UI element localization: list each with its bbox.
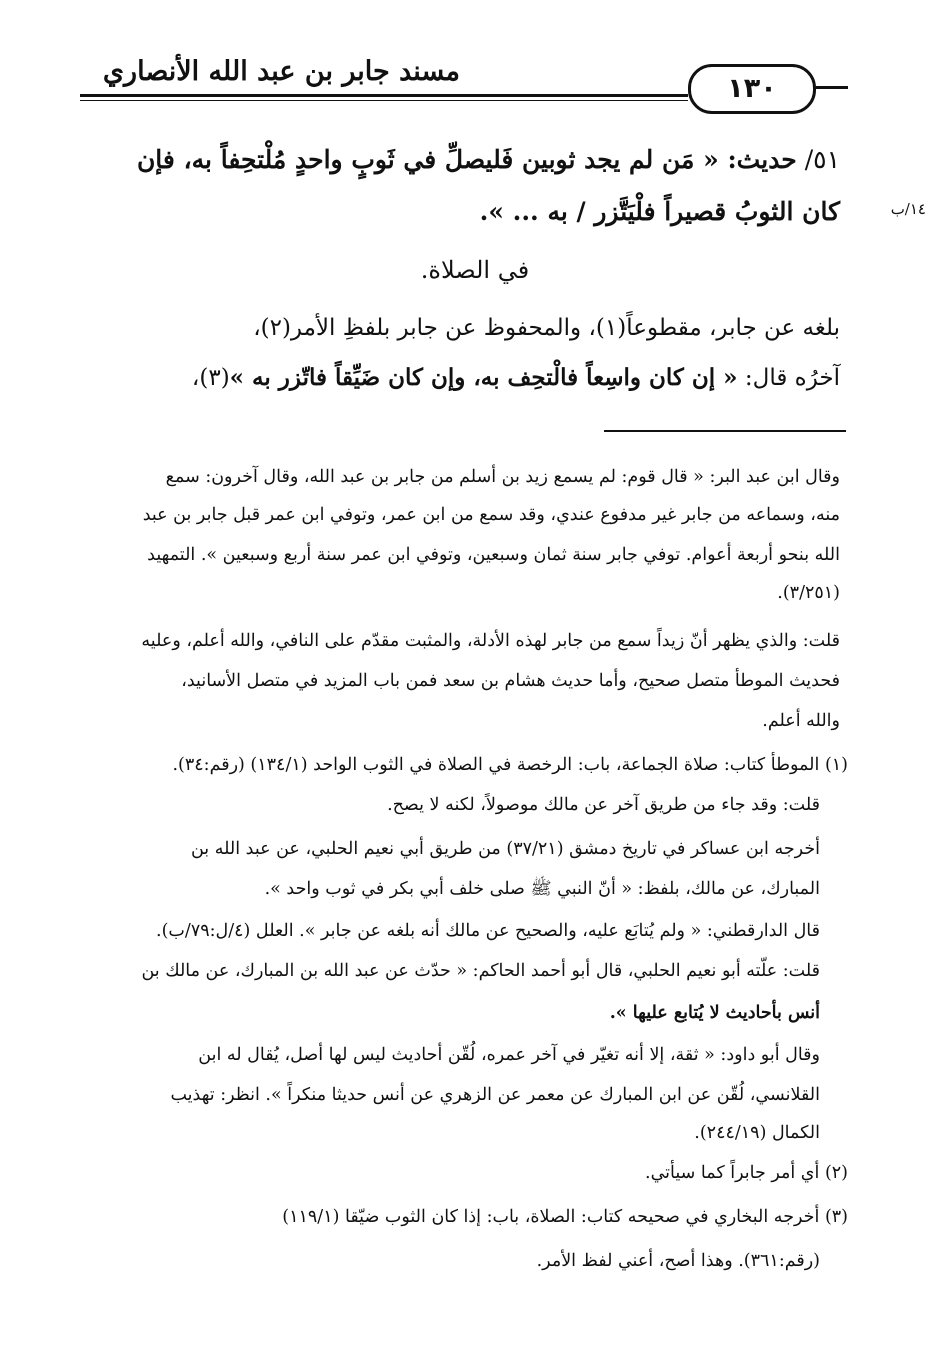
footnote-1-number: (١) bbox=[824, 755, 848, 775]
body-line-2 bbox=[70, 356, 840, 400]
footnote-1-line-4: قال الدارقطني: « ولم يُتابَع عليه، والصحيح عن مالك أنه بلغه عن جابر ». العلل (٤/ل:٧٩/ب). bbox=[156, 921, 820, 941]
hadith-number: ٥١/ bbox=[796, 145, 840, 174]
note-para1-line-3: الله بنحو أربعة أعوام. توفي جابر سنة ثمان وسبعين، وتوفي ابن عمر سنة أربع وسبعين ». التمهيد bbox=[147, 545, 840, 565]
footnote-3 bbox=[100, 1200, 848, 1234]
footnote-2-text: أي أمر جابراً كما سيأتي. bbox=[645, 1163, 820, 1183]
manuscript-folio-marker: ١٤/ب bbox=[890, 200, 926, 218]
footnote-1-line-5: قلت: علّته أبو نعيم الحلبي، قال أبو أحمد الحاكم: « حدّث عن عبد الله بن المبارك، عن مالك بن bbox=[141, 961, 820, 981]
header-rule-bottom bbox=[80, 100, 688, 101]
footnote-3-number: (٣) bbox=[824, 1207, 848, 1227]
hadith-text-2: كان الثوبُ قصيراً فلْيَتَّزر / به ... ». bbox=[479, 197, 840, 226]
note-para2-line-3: والله أعلم. bbox=[762, 711, 840, 731]
footnote-1-line-7: وقال أبو داود: « ثقة، إلا أنه تغيّر في آخر عمره، لُقّن أحاديث ليس لها أصل، يُقال له ابن bbox=[198, 1045, 820, 1065]
header-rule-top bbox=[80, 94, 688, 97]
footnote-2-number: (٢) bbox=[824, 1163, 848, 1183]
footnote-1-line-6: أنس بأحاديث لا يُتابع عليها ». bbox=[609, 1003, 820, 1023]
footnote-1-line-8: القلانسي، لُقّن عن ابن المبارك عن معمر عن الزهري عن أنس حديثا منكراً ». انظر: تهذيب bbox=[170, 1085, 820, 1105]
note-para2-line-2: فحديث الموطأ متصل صحيح، وأما حديث هشام بن سعد فمن باب المزيد في متصل الأسانيد، bbox=[181, 671, 840, 691]
hadith-label: حديث: bbox=[718, 145, 797, 174]
body-prefix: آخرُه قال: bbox=[737, 365, 840, 391]
footnote-divider bbox=[604, 430, 846, 432]
body-bold-quote: « إن كان واسِعاً فالْتحِف به، وإن كان ضَيِّقاً فاتّزر به » bbox=[229, 364, 738, 391]
footnote-2 bbox=[100, 1156, 848, 1190]
body-suffix: (٣)، bbox=[191, 365, 230, 391]
body-line-1 bbox=[70, 306, 840, 350]
header-rule-right bbox=[816, 86, 848, 89]
footnote-1-line-3: المبارك، عن مالك، بلفظ: « أنّ النبي ﷺ صلى خلف أبي بكر في ثوب واحد ». bbox=[264, 879, 820, 899]
hadith-line-1 bbox=[70, 138, 840, 182]
note-para1-line-2: منه، وسماعه من جابر غير مدفوع عندي، وقد سمع من ابن عمر، وتوفي ابن عمر قبل جابر بن عبد bbox=[142, 505, 840, 525]
body-text-1: بلغه عن جابر، مقطوعاً(١)، والمحفوظ عن جابر بلفظِ الأمر(٢)، bbox=[253, 315, 840, 341]
note-para1-line-1: وقال ابن عبد البر: « قال قوم: لم يسمع زيد بن أسلم من جابر بن عبد الله، وقال آخرون: سمع bbox=[165, 467, 840, 487]
hadith-line-2 bbox=[70, 190, 840, 234]
footnote-3-text: أخرجه البخاري في صحيحه كتاب: الصلاة، باب: إذا كان الثوب ضيّقا (١١٩/١) bbox=[282, 1207, 820, 1227]
note-para1-line-4: (٣/٢٥١). bbox=[777, 583, 840, 603]
running-header-title: مسند جابر بن عبد الله الأنصاري bbox=[102, 56, 460, 87]
footnote-1 bbox=[100, 748, 848, 782]
footnote-1-line-9: الكمال (٢٤٤/١٩). bbox=[694, 1123, 820, 1143]
context-line: في الصلاة. bbox=[420, 256, 530, 284]
footnote-3-line-2: (رقم:٣٦١). وهذا أصح، أعني لفظ الأمر. bbox=[536, 1251, 820, 1271]
page-number: ١٣٠ bbox=[688, 64, 816, 114]
footnote-1-line-1: قلت: وقد جاء من طريق آخر عن مالك موصولاً، لكنه لا يصح. bbox=[387, 795, 820, 815]
footnote-1-text: الموطأ كتاب: صلاة الجماعة، باب: الرخصة في الصلاة في الثوب الواحد (١٣٤/١) (رقم:٣٤). bbox=[172, 755, 820, 775]
footnote-1-line-2: أخرجه ابن عساكر في تاريخ دمشق (٣٧/٢١) من طريق أبي نعيم الحلبي، عن عبد الله بن bbox=[190, 839, 820, 859]
hadith-text-1: « مَن لم يجد ثوبين فَليصلِّ في ثَوبٍ واحدٍ مُلْتحِفاً به، فإن bbox=[136, 145, 719, 174]
note-para2-line-1: قلت: والذي يظهر أنّ زيداً سمع من جابر لهذه الأدلة، والمثبت مقدّم على النافي، والله أعلم، وعليه bbox=[141, 631, 840, 651]
